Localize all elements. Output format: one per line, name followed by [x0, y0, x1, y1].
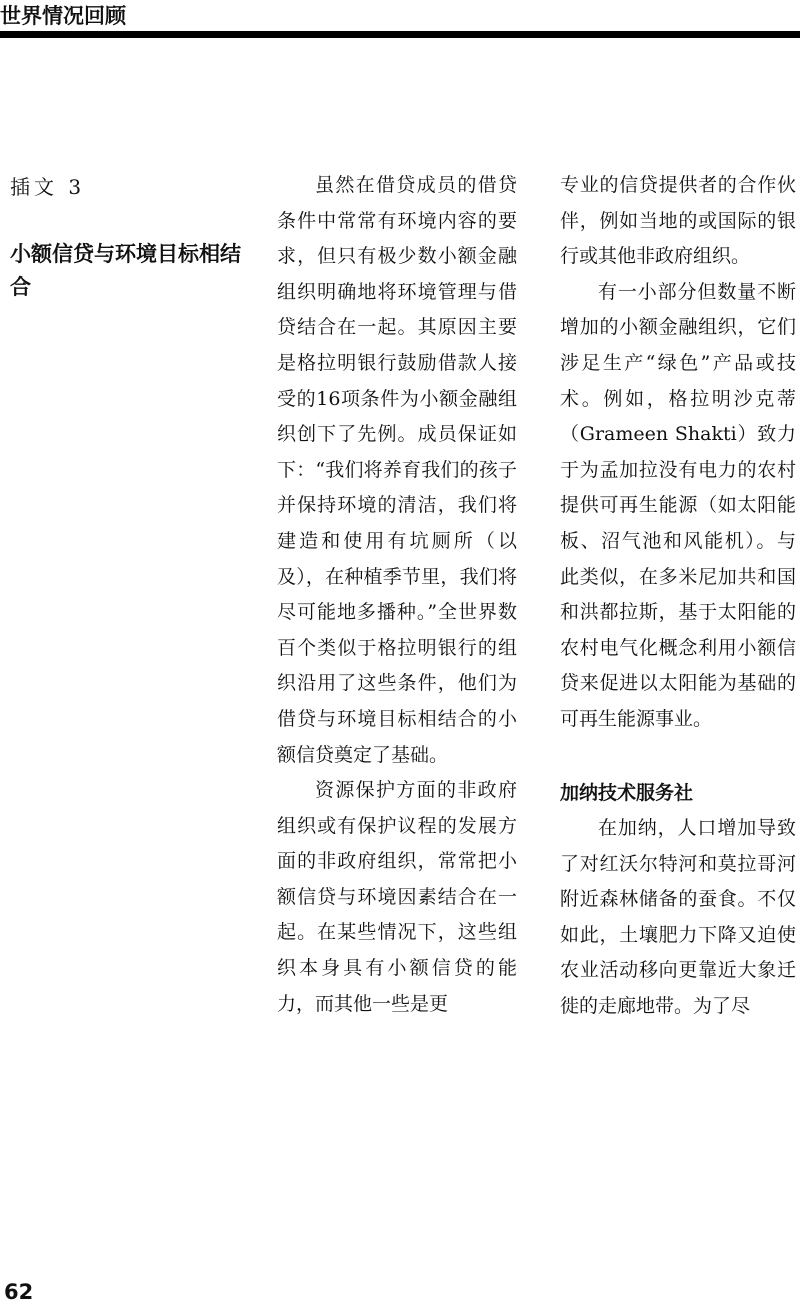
page-number: 62: [4, 1280, 34, 1304]
box-number: 插文 3: [10, 175, 86, 199]
box-title: 小额信贷与环境目标相结合: [10, 242, 241, 299]
section-heading: 加纳技术服务社: [560, 781, 694, 804]
middle-column: [277, 168, 517, 1022]
body-paragraph: 有一小部分但数量不断增加的小额金融组织，它们涉足生产“绿色”产品或技术。例如，格拉明沙克蒂（Grameen Shakti）致力于为孟加拉没有电力的农村提供可再生能源（如太阳能板、沼气池和风能机）。与此类似，在多米尼加共和国和洪都拉斯，基于太阳能的农村电气化概念利用小额信贷来促进以太阳能为基础的可再生能源事业。: [560, 280, 796, 730]
right-column: [560, 168, 796, 1025]
body-paragraph: 资源保护方面的非政府组织或有保护议程的发展方面的非政府组织，常常把小额信贷与环境因素结合在一起。在某些情况下，这些组织本身具有小额信贷的能力，而其他一些是更: [277, 779, 517, 1015]
body-paragraph: 在加纳，人口增加导致了对红沃尔特河和莫拉哥河附近森林储备的蚕食。不仅如此，土壤肥力下降又迫使农业活动移向更靠近大象迁徙的走廊地带。为了尽: [560, 817, 796, 1018]
body-paragraph: 专业的信贷提供者的合作伙伴，例如当地的或国际的银行或其他非政府组织。: [560, 174, 796, 268]
running-header-title: 世界情况回顾: [0, 4, 126, 28]
header-rule: [0, 31, 800, 38]
body-paragraph: 虽然在借贷成员的借贷条件中常常有环境内容的要求，但只有极少数小额金融组织明确地将环境管理与借贷结合在一起。其原因主要是格拉明银行鼓励借款人接受的16项条件为小额金融组织创下了先例。成员保证如下：“我们将养育我们的孩子并保持环境的清洁，我们将建造和使用有坑厕所（以及），在种植季节里，我们将尽可能地多播种。”全世界数百个类似于格拉明银行的组织沿用了这些条件，他们为借贷与环境目标相结合的小额信贷奠定了基础。: [277, 174, 517, 766]
